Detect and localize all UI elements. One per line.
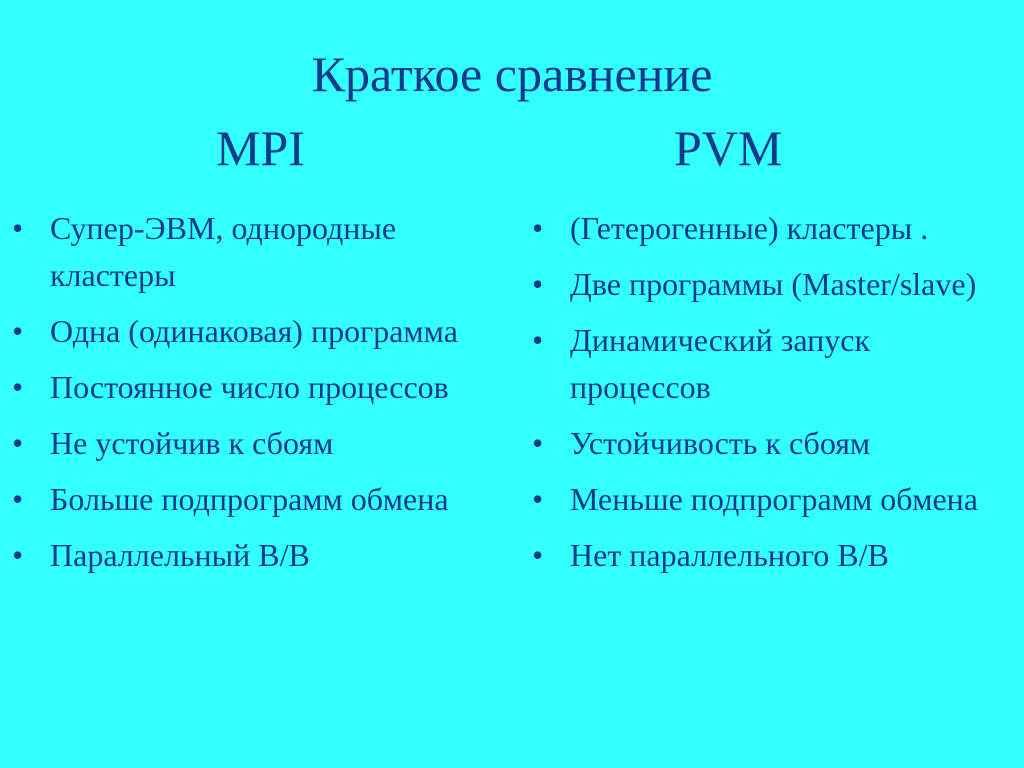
list-item-text: (Гетерогенные) кластеры .: [570, 210, 929, 246]
slide-title: Краткое сравнение: [311, 46, 713, 102]
list-item-text: Не устойчив к сбоям: [50, 425, 334, 461]
list-item: [532, 317, 1012, 411]
list-item-text: Динамический запуск процессов: [570, 322, 871, 405]
list-item: [12, 308, 492, 355]
list-item-text: Больше подпрограмм обмена: [50, 481, 449, 517]
pvm-bullet-list: [532, 205, 1012, 588]
list-item-text: Постоянное число процессов: [50, 369, 449, 405]
bullet-icon: •: [532, 210, 544, 246]
list-item: [12, 532, 492, 579]
column-heading-pvm: PVM: [674, 120, 783, 176]
bullet-icon: •: [532, 425, 544, 461]
list-item: [12, 476, 492, 523]
bullet-icon: •: [12, 425, 24, 461]
bullet-icon: •: [532, 481, 544, 517]
mpi-bullet-list: [12, 205, 492, 588]
list-item-text: Супер-ЭВМ, однородные кластеры: [50, 210, 397, 293]
list-item-text: Меньше подпрограмм обмена: [570, 481, 978, 517]
list-item: [532, 532, 1012, 579]
list-item-text: Устойчивость к сбоям: [570, 425, 871, 461]
bullet-icon: •: [12, 537, 24, 573]
list-item: [12, 364, 492, 411]
list-item: [532, 205, 1012, 252]
list-item: [12, 205, 492, 299]
bullet-icon: •: [12, 369, 24, 405]
list-item-text: Параллельный В/В: [50, 537, 310, 573]
bullet-icon: •: [532, 322, 544, 358]
list-item: [532, 261, 1012, 308]
list-item-text: Нет параллельного В/В: [570, 537, 889, 573]
list-item-text: Две программы (Master/slave): [570, 266, 977, 302]
bullet-icon: •: [12, 313, 24, 349]
list-item: [532, 476, 1012, 523]
list-item: [12, 420, 492, 467]
bullet-icon: •: [532, 266, 544, 302]
column-heading-mpi: MPI: [216, 120, 305, 176]
bullet-icon: •: [12, 481, 24, 517]
bullet-icon: •: [532, 537, 544, 573]
list-item-text: Одна (одинаковая) программа: [50, 313, 458, 349]
bullet-icon: •: [12, 210, 24, 246]
list-item: [532, 420, 1012, 467]
